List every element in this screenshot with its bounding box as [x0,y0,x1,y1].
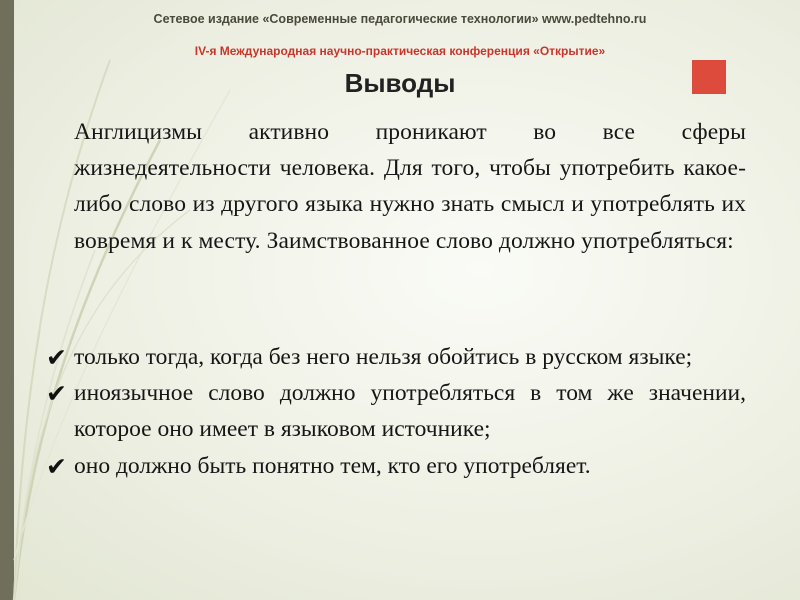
intro-text: Англицизмы активно проникают во все сферы жизнедеятельности человека. Для того, чтобы употребить какое-либо слово из другого языка нужно знать смысл и употреблять их вовремя и к месту. Заимствованное слово должно употребляться: [74,119,746,254]
conference-header: IV-я Международная научно-практическая конференция «Открытие» [194,44,606,58]
intro-paragraph [74,114,746,259]
checkmark-icon: ✔ [46,451,67,481]
bullet-text: оно должно быть понятно тем, кто его употребляет. [74,452,591,479]
bullet-list [46,339,746,484]
checkmark-icon: ✔ [46,379,67,409]
slide-title: Выводы [344,68,456,98]
list-item [46,448,746,484]
list-item [46,339,746,375]
publication-header: Сетевое издание «Современные педагогические технологии» www.pedtehno.ru [153,12,647,26]
checkmark-icon: ✔ [46,343,67,372]
bullet-text: только тогда, когда без него нельзя обойтись в русском языке; [74,344,693,370]
list-item [46,375,746,447]
bullet-text: иноязычное слово должно употребляться в том же значении, которое оно имеет в языковом источнике; [74,380,746,443]
